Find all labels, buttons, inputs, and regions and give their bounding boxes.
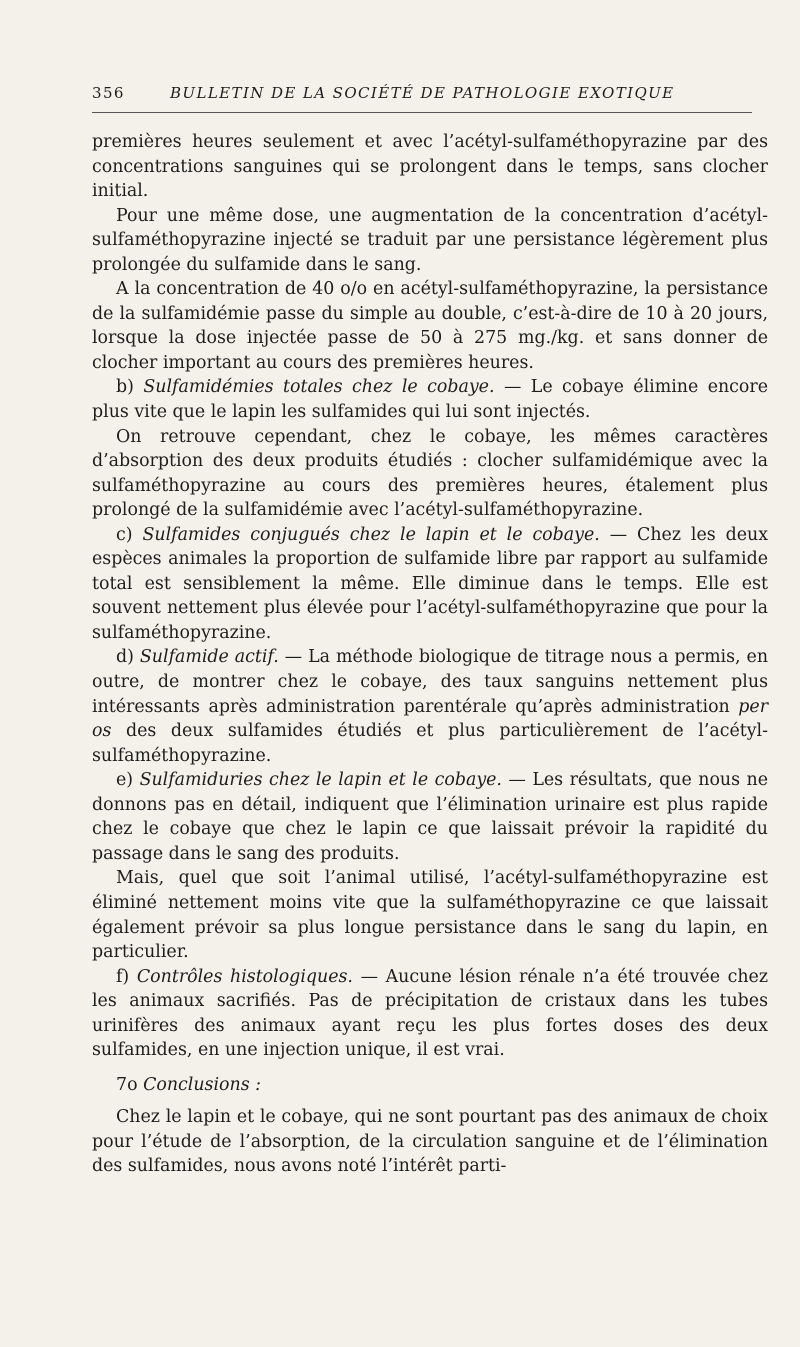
paragraph-c <box>92 523 768 646</box>
item-label: b) <box>116 377 134 398</box>
item-title: Contrôles histologiques. <box>136 966 353 987</box>
item-text: — Aucune lésion rénale n’a été trouvée chez les animaux sacrifiés. Pas de précipitation de cristaux dans les tubes urinifères des animaux ayant reçu les plus fortes doses des deux sulfamides, en une injection unique, il est vrai. <box>92 966 768 1061</box>
item-label: f) <box>116 966 130 987</box>
item-label: c) <box>116 524 133 545</box>
paragraph-3: A la concentration de 40 o/o en acétyl-sulfaméthopyrazine, la persistance de la sulfamidémie passe du simple au double, c’est-à-dire de 10 à 20 jours, lorsque la dose injectée passe de 50 à 275 mg./kg. et sans donner de clocher important au cours des premières heures. <box>92 279 768 373</box>
item-title: Sulfamiduries chez le lapin et le cobaye. <box>139 770 502 791</box>
paragraph-11: Chez le lapin et le cobaye, qui ne sont pourtant pas des animaux de choix pour l’étude de l’absorption, de la circulation sanguine et de l’élimination des sulfamides, nous avons noté l’intérêt parti- <box>92 1107 768 1177</box>
item-title: Sulfamide actif. <box>139 647 279 668</box>
item-text: — Les résultats, que nous ne donnons pas en détail, indiquent que l’élimination urinaire est plus rapide chez le cobaye que chez le lapin ce que laissait prévoir la rapidité du passage dans le sang des produits. <box>92 770 769 864</box>
item-text: — Chez les deux espèces animales la proportion de sulfamide libre par rapport au sulfamide total est sensiblement la même. Elle diminue dans le temps. Elle est souvent nettement plus élevée pour l’acétyl-sulfaméthopyrazine que pour la sulfaméthopyrazine. <box>92 524 769 643</box>
journal-title: BULLETIN DE LA SOCIÉTÉ DE PATHOLOGIE EXOTIQUE <box>170 84 675 102</box>
latin-term: per os <box>92 696 769 742</box>
item-text: — La méthode biologique de titrage nous a permis, en outre, de montrer chez le cobaye, des taux sanguins nettement plus intéressants après administration parentérale qu’après administration <box>92 647 769 717</box>
paragraph-1: premières heures seulement et avec l’acétyl-sulfaméthopyrazine par des concentrations sanguines qui se prolongent dans le temps, sans clocher initial. <box>92 132 768 202</box>
paragraph-2: Pour une même dose, une augmentation de la concentration d’acétyl-sulfaméthopyrazine injecté se traduit par une persistance légèrement plus prolongée du sulfamide dans le sang. <box>92 205 768 275</box>
paragraph-e <box>92 768 768 866</box>
paragraph-f <box>92 965 768 1063</box>
item-label: e) <box>116 770 134 791</box>
item-text: — Le cobaye élimine encore plus vite que le lapin les sulfamides qui lui sont injectés. <box>92 377 769 423</box>
header-rule <box>92 112 752 113</box>
item-title: Sulfamidémies totales chez le cobaye. <box>143 377 495 398</box>
item-label: d) <box>116 647 134 668</box>
paragraph-5: On retrouve cependant, chez le cobaye, les mêmes caractères d’absorption des deux produits étudiés : clocher sulfamidémique avec la sulfaméthopyrazine au cours des premières heures, étalement plus prolongé de la sulfamidémie avec l’acétyl-sulfaméthopyrazine. <box>92 426 768 521</box>
body-text <box>92 130 768 1179</box>
paragraph-b <box>92 375 768 424</box>
section-heading <box>92 1073 768 1098</box>
section-number: 7o <box>116 1074 138 1095</box>
item-title: Sulfamides conjugués chez le lapin et le cobaye. <box>142 524 600 545</box>
paragraph-9: Mais, quel que soit l’animal utilisé, l’acétyl-sulfaméthopyrazine est éliminé nettement moins vite que la sulfaméthopyrazine ce que laissait également prévoir sa plus longue persistance dans le sang du lapin, en particulier. <box>92 868 768 963</box>
paragraph-d <box>92 645 768 768</box>
section-title: Conclusions : <box>143 1074 262 1095</box>
item-text: des deux sulfamides étudiés et plus particulièrement de l’acétyl-sulfaméthopyrazine. <box>92 721 768 766</box>
page-number: 356 <box>92 84 125 102</box>
